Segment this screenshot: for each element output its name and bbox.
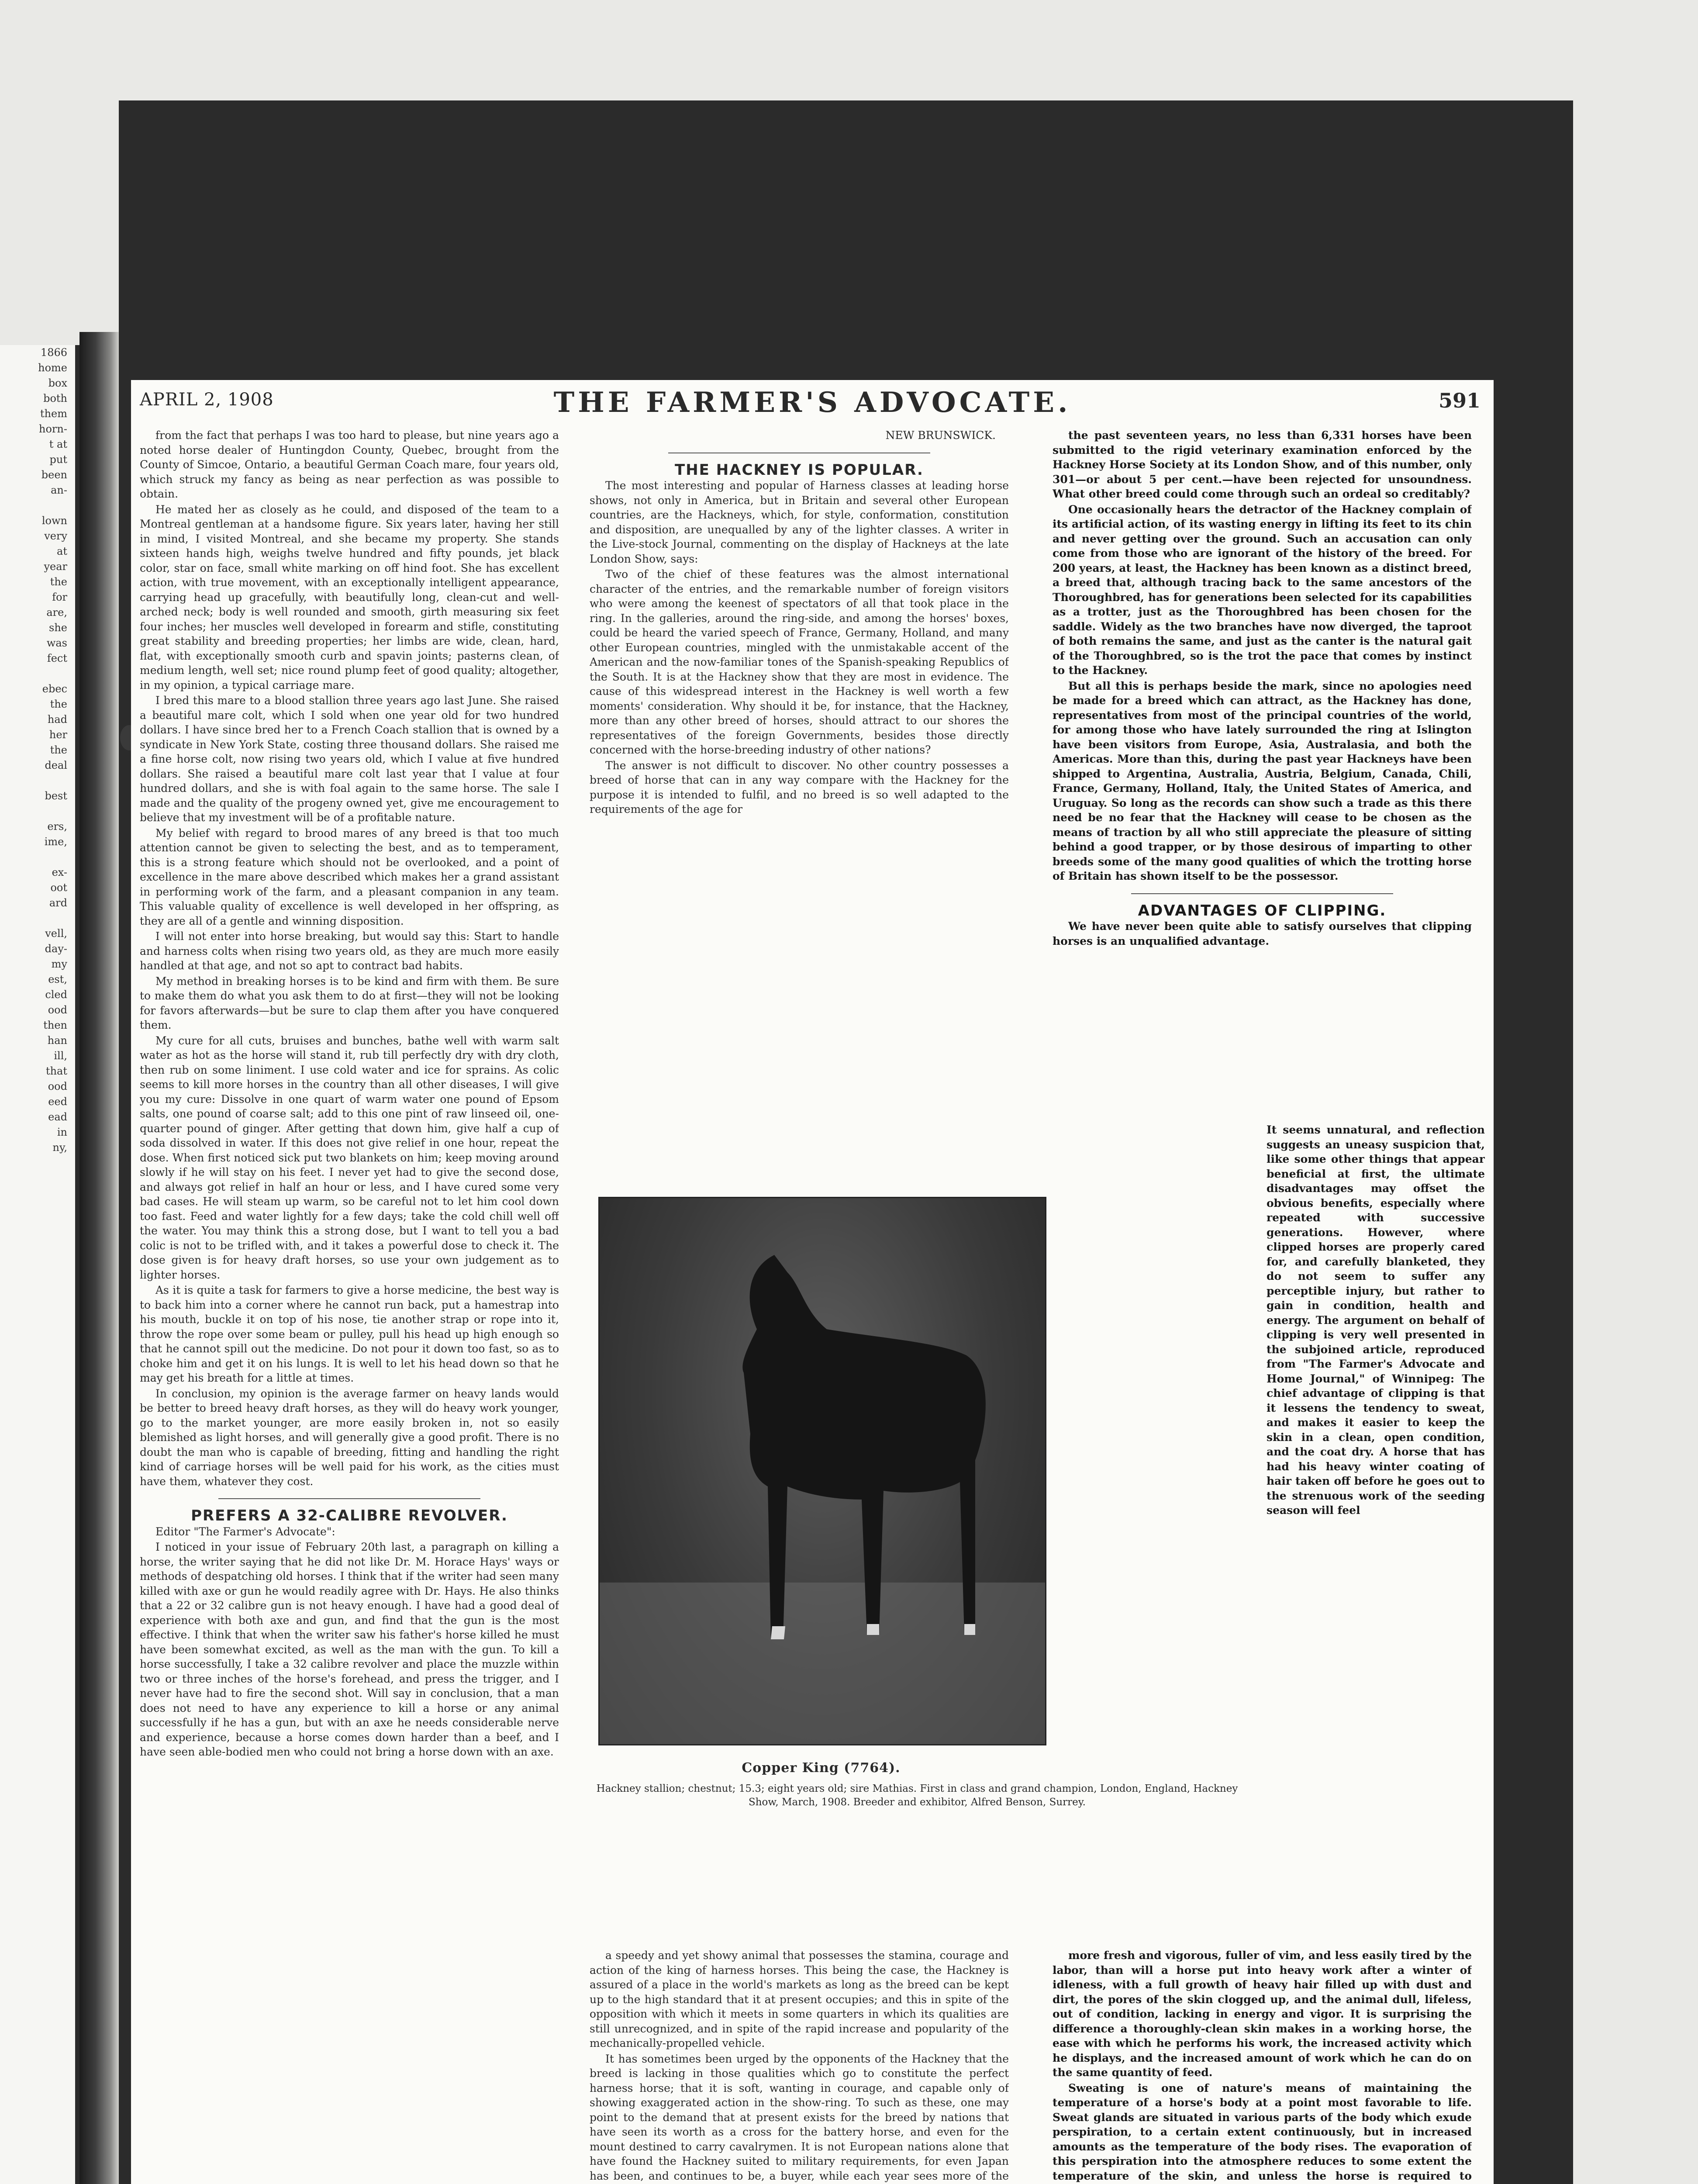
paragraph: more fresh and vigorous, fuller of vim, and less easily tired by the labor, than will a horse put into heavy work after a winter of idleness, with a full growth of heavy hair filled up with dust and dirt, the pores of the skin clogged up, and the animal dull, lifeless, out of condition, lacking in energy and vigor. It is surprising the difference a thoroughly-clean skin makes in a working horse, the ease with which he performs his work, the increased activity which he displays, and the increased amount of work which he can do on the same quantity of feed.	[1053, 1949, 1472, 2079]
paragraph: I bred this mare to a blood stallion three years ago last June. She raised a beautiful mare colt, which I sold when one year old for two hundred dollars. I have since bred her to a French Coach stallion that is owned by a syndicate in New York State, costing three thousand dollars. She raised me a fine horse colt, now rising two years old, which I value at five hundred dollars. She raised a beautiful mare colt last year that I value at four hundred dollars, and she is with foal again to the same horse. The sale I made and the quality of the progeny owned yet, give me encouragement to believe that my investment will be of a profitable nature.	[140, 694, 559, 824]
left-page-fragment: ex-	[52, 866, 67, 878]
clipping-narrow-column: It seems unnatural, and reflection suggests an uneasy suspicion that, like some other things that appear beneficial at first, the ultimate disadvantages may offset the obvious benefits, especially where repeated with successive generations. However, where clipped horses are properly cared for, and carefully blanketed, they do not seem to suffer any perceptible injury, but rather to gain in condition, health and energy. The argument on behalf of clipping is very well presented in the subjoined article, reproduced from "The Farmer's Advocate and Home Journal," of Winnipeg: The chief advantage of clipping is that it lessens the tendency to sweat, and makes it easier to keep the skin in a clean, open condition, and the coat dry. A horse that has had his heavy winter coating of hair taken off before he goes out to the strenuous work of the seeding season will feel	[1267, 1123, 1485, 1517]
left-page-fragment: box	[48, 377, 67, 389]
left-page-fragment: in	[57, 1126, 67, 1138]
left-page-fragment: very	[44, 530, 67, 542]
left-page-fragment	[0, 911, 75, 926]
left-page-fragment: ood	[48, 1004, 67, 1016]
left-page-fragment	[0, 666, 75, 681]
left-page-fragment: the	[50, 698, 67, 710]
signature: NEW BRUNSWICK.	[885, 429, 996, 442]
left-page-fragment: ood	[48, 1080, 67, 1092]
paragraph: He mated her as closely as he could, and disposed of the team to a Montreal gentleman at a handsome figure. Six years later, having her still in mind, I visited Montreal, and she became my property. She stands sixteen hands high, weighs twelve hundred and fifty pounds, jet black color, star on face, small white marking on off hind foot. She has excellent action, with true movement, with an exceptionally intelligent appearance, carrying head up gracefully, with beautifully long, clean-cut and well-arched neck; body is well rounded and smooth, girth measuring six feet four inches; her muscles well developed in forearm and stifle, constituting great stability and breeding properties; her limbs are wide, clean, hard, flat, with exceptionally smooth curb and spavin joints; pasterns clean, of medium length, well set; nice round plump feet of good quality; altogether, in my opinion, a typical carriage mare.	[140, 503, 559, 691]
left-page-fragment: then	[43, 1019, 67, 1031]
masthead-title: THE FARMER'S ADVOCATE.	[553, 386, 1071, 419]
column-3-continued	[1053, 1948, 1472, 2184]
paragraph: My method in breaking horses is to be kind and firm with them. Be sure to make them do what you ask them to do at first—they will not be looking for favors afterwards—but be sure to clap them after you have conquered them.	[140, 975, 559, 1031]
left-page-fragment: been	[41, 469, 67, 481]
left-page-fragment: ebec	[42, 683, 67, 695]
column-1	[140, 428, 559, 2184]
left-page-fragment: year	[44, 560, 67, 573]
clipping-heading: ADVANTAGES OF CLIPPING.	[1138, 902, 1387, 919]
paragraph: a speedy and yet showy animal that possesses the stamina, courage and action of the king of harness horses. This being the case, the Hackney is assured of a place in the world's markets as long as the breed can be kept up to the high standard that it at present occupies; and this in spite of the opposition with which it meets in some quarters in which its qualities are still unrecognized, and in spite of the rapid increase and popularity of the mechanically-propelled vehicle.	[590, 1949, 1009, 2049]
hackney-heading: THE HACKNEY IS POPULAR.	[675, 461, 924, 479]
book-spine	[79, 332, 119, 2184]
paragraph: In conclusion, my opinion is the average farmer on heavy lands would be better to breed heavy draft horses, as they will do heavy work younger, go to the market younger, are more easily broken in, not so easily blemished as light horses, and will generally give a good profit. There is no doubt the man who is capable of breeding, fitting and handling the right kind of carriage horses will be well paid for his work, as the cities must have them, whatever they cost.	[140, 1387, 559, 1488]
paragraph: The answer is not difficult to discover. No other country possesses a breed of horse that can in any way compare with the Hackney for the purpose it is intended to fulfil, and no breed is so well adapted to the requirements of the age for	[590, 759, 1009, 816]
newspaper-page	[131, 380, 1494, 2184]
paragraph: It has sometimes been urged by the opponents of the Hackney that the breed is lacking in those qualities which go to constitute the perfect harness horse; that it is soft, wanting in courage, and capable only of showing exaggerated action in the show-ring. To such as these, one may point to the demand that at present exists for the breed by nations that have seen its worth as a cross for the battery horse, and even for the mount destined to carry cavalrymen. It is not European nations alone that have found the Hackney suited to military requirements, for even Japan has been, and continues to be, a buyer, while each year sees more of the	[590, 2052, 1009, 2182]
divider	[1131, 893, 1393, 894]
left-page-fragment: put	[49, 453, 67, 466]
left-page-fragment: ill,	[54, 1050, 67, 1062]
left-page-fragment: horn-	[39, 423, 67, 435]
page-number: 591	[1438, 389, 1481, 412]
left-page-fragment: my	[51, 958, 67, 970]
left-page-fragment: deal	[45, 759, 67, 771]
left-page-fragment: day-	[45, 943, 67, 955]
revolver-heading: PREFERS A 32-CALIBRE REVOLVER.	[191, 1507, 508, 1524]
salutation: Editor "The Farmer's Advocate":	[155, 1525, 335, 1538]
left-page-fragment: oot	[50, 881, 67, 894]
left-page-fragment: the	[50, 576, 67, 588]
left-page-fragment: ers,	[47, 820, 67, 833]
paragraph: We have never been quite able to satisfy ourselves that clipping horses is an unqualified advantage.	[1053, 920, 1472, 947]
left-page-fragment: for	[52, 591, 67, 603]
left-page-fragment: fect	[47, 652, 67, 664]
left-page-fragment: best	[45, 790, 67, 802]
left-page-fragment: she	[49, 622, 67, 634]
horse-silhouette-icon	[600, 1198, 1045, 1744]
left-page-fragment: ime,	[44, 836, 67, 848]
left-page-fragment: est,	[48, 973, 67, 985]
adjacent-page-fragment	[0, 345, 79, 2184]
left-page-fragment: ard	[49, 897, 67, 909]
column-2-continued	[590, 1948, 1009, 2184]
column-2	[590, 428, 1009, 1206]
paragraph: from the fact that perhaps I was too hard to please, but nine years ago a noted horse dealer of Huntingdon County, Quebec, brought from the County of Simcoe, Ontario, a beautiful German Coach mare, four years old, which struck my fancy as being as near perfection as was possible to obtain.	[140, 429, 559, 500]
left-page-fragment: at	[57, 545, 67, 557]
divider	[218, 1498, 480, 1499]
left-page-fragment	[0, 850, 75, 865]
left-page-fragment: that	[45, 1065, 67, 1077]
left-page-fragment: ead	[48, 1111, 67, 1123]
photo-caption-title: Copper King (7764).	[742, 1760, 901, 1776]
paragraph: Two of the chief of these features was the almost international character of the entries, and the remarkable number of foreign visitors who were among the keenest of spectators of all that took place in the ring. In the galleries, around the ring-side, and among the horses' boxes, could be heard the varied speech of France, Germany, Holland, and many other European countries, mingled with the unmistakable accent of the American and the now-familiar tones of the Spanish-speaking Republics of the South. It is at the Hackney show that they are most in evidence. The cause of this widespread interest in the Hackney is well worth a few moments' consideration. Why should it be, for instance, that the Hackney, more than any other breed of horses, should attract to our shores the representatives of the foreign Governments, besides those directly concerned with the horse-breeding industry of other nations?	[590, 568, 1009, 756]
paragraph: But all this is perhaps beside the mark, since no apologies need be made for a breed which can attract, as the Hackney has done, representatives from most of the principal countries of the world, for among those who have lately surrounded the ring at Islington have been visitors from Europe, Asia, Australasia, and both the Americas. More than this, during the past year Hackneys have been shipped to Argentina, Australia, Austria, Belgium, Canada, Chili, France, Germany, Holland, Italy, the United States of America, and Uruguay. So long as the records can show such a trade as this there need be no fear that the Hackney will cease to be chosen as the means of traction by all who still appreciate the pleasure of sitting behind a good trapper, or by those desirous of imparting to other breeds some of the many good qualities of which the trotting horse of Britain has shown itself to be the possessor.	[1053, 679, 1472, 882]
left-page-fragment: ny,	[52, 1141, 67, 1154]
left-page-fragment: are,	[46, 606, 67, 619]
paragraph: As it is quite a task for farmers to give a horse medicine, the best way is to back him into a corner where he cannot run back, put a hamestrap into his mouth, buckle it on top of his nose, tie another strap or rope into it, throw the rope over some beam or pulley, pull his head up high enough so that he cannot spill out the medicine. Do not pour it down too fast, so as to choke him and get it on his lungs. It is well to let his head down so that he may get his breath for a little at times.	[140, 1284, 559, 1384]
left-page-fragment: the	[50, 744, 67, 756]
left-page-fragment: both	[43, 392, 67, 404]
left-page-fragment: vell,	[45, 927, 67, 940]
left-page-fragment: 1866	[40, 346, 67, 359]
paragraph: My cure for all cuts, bruises and bunches, bathe well with warm salt water as hot as the horse will stand it, rub till perfectly dry with dry cloth, then rub on some liniment. I use cold water and ice for sprains. As colic seems to kill more horses in the country than all other diseases, I will give you my cure: Dissolve in one quart of warm water one pound of Epsom salts, one pound of coarse salt; add to this one pint of raw linseed oil, one-quarter pound of ginger. After getting that down him, give half a cup of soda dissolved in water. If this does not give relief in one hour, repeat the dose. When first noticed sick put two blankets on him; keep moving around slowly if he will stay on his feet. I never yet had to give the second dose, and always got relief in half an hour or less, and I have cured some very bad cases. He will steam up warm, so be careful not to let him cool down too fast. Feed and water lightly for a few days; take the cold chill well off the water. You may think this a strong dose, but I want to tell you a bad colic is not to be trifled with, and it takes a powerful dose to check it. The dose given is for heavy draft horses, so use your own judgement as to lighter horses.	[140, 1034, 559, 1281]
horse-photograph	[598, 1197, 1046, 1745]
paragraph: the past seventeen years, no less than 6,331 horses have been submitted to the rigid veterinary examination enforced by the Hackney Horse Society at its London Show, and of this number, only 301—or about 5 per cent.—have been rejected for unsoundness. What other breed could come through such an ordeal so creditably?	[1053, 429, 1472, 500]
paragraph: I will not enter into horse breaking, but would say this: Start to handle and harness colts when rising two years old, as they are much more easily handled at that age, and not so apt to contract bad habits.	[140, 930, 559, 972]
paragraph: Sweating is one of nature's means of maintaining the temperature of a horse's body at a point most favorable to life. Sweat glands are situated in various parts of the body which exude perspiration, to a certain extent continuously, but in increased amounts as the temperature of the body rises. The evaporation of this perspiration into the atmosphere reduces to some extent the temperature of the skin, and unless the horse is required to	[1053, 2081, 1472, 2182]
left-page-fragment	[0, 498, 75, 513]
paragraph: I noticed in your issue of February 20th last, a paragraph on killing a horse, the writer saying that he did not like Dr. M. Horace Hays' ways or methods of despatching old horses. I think that if the writer had seen many killed with axe or gun he would readily agree with Dr. Hays. He also thinks that a 22 or 32 calibre gun is not heavy enough. I have had a good deal of experience with both axe and gun, and find that the gun is the most effective. I think that when the writer saw his father's horse killed he must have been somewhat excited, as well as the man with the gun. To kill a horse successfully, I take a 32 calibre revolver and place the muzzle within two or three inches of the horse's forehead, and press the trigger, and I never have had to fire the second shot. Will say in conclusion, that a man does not need to have any experience to kill a horse or any animal successfully if he has a gun, but with an axe he needs considerable nerve and experience, because a horse comes down harder than a beef, and I have seen able-bodied men who could not bring a horse down with an axe.	[140, 1541, 559, 1758]
left-page-fragment: lown	[41, 515, 67, 527]
left-page-fragment: was	[46, 637, 67, 649]
left-page-fragment: han	[47, 1034, 67, 1047]
paragraph: One occasionally hears the detractor of the Hackney complain of its artificial action, of its wasting energy in lifting its feet to its chin and never getting over the ground. Such an accusation can only come from those who are ignorant of the history of the breed. For 200 years, at least, the Hackney has been known as a distinct breed, a breed that, although tracing back to the same ancestors of the Thoroughbred, has for generations been selected for its capabilities as a trotter, just as the Thoroughbred has been chosen for the saddle. Widely as the two branches have now diverged, the taproot of both remains the same, and just as the canter is the natural gait of the Thoroughbred, so is the trot the pace that comes by instinct to the Hackney.	[1053, 503, 1472, 677]
left-page-fragment	[0, 804, 75, 819]
photo-caption-text: Hackney stallion; chestnut; 15.3; eight years old; sire Mathias. First in class and grand champion, London, England, Hackney Show, March, 1908. Breeder and exhibitor, Alfred Benson, Surrey.	[596, 1783, 1238, 1808]
left-page-fragment: home	[38, 362, 67, 374]
left-page-fragment: them	[40, 408, 67, 420]
left-page-fragment: t at	[49, 438, 67, 450]
left-page-fragment: eed	[48, 1095, 67, 1108]
left-page-fragment: her	[49, 729, 67, 741]
left-page-fragment: cled	[45, 988, 67, 1001]
issue-date: APRIL 2, 1908	[140, 390, 274, 410]
left-page-fragment: had	[47, 713, 67, 726]
left-page-fragment	[0, 773, 75, 788]
paragraph: My belief with regard to brood mares of any breed is that too much attention cannot be given to selecting the best, and as to temperament, this is a strong feature which should not be overlooked, and a point of excellence in the mare above described which makes her a grand assistant in performing work of the farm, and a pleasant companion in any team. This valuable quality of excellence is well developed in her offspring, as they are all of a gentle and winning disposition.	[140, 826, 559, 927]
left-page-fragment: an-	[51, 484, 67, 496]
paragraph: The most interesting and popular of Harness classes at leading horse shows, not only in America, but in Britain and several other European countries, are the Hackneys, which, for style, conformation, constitution and disposition, are unequalled by any of the lighter classes. A writer in the Live-stock Journal, commenting on the display of Hackneys at the late London Show, says:	[590, 479, 1009, 565]
